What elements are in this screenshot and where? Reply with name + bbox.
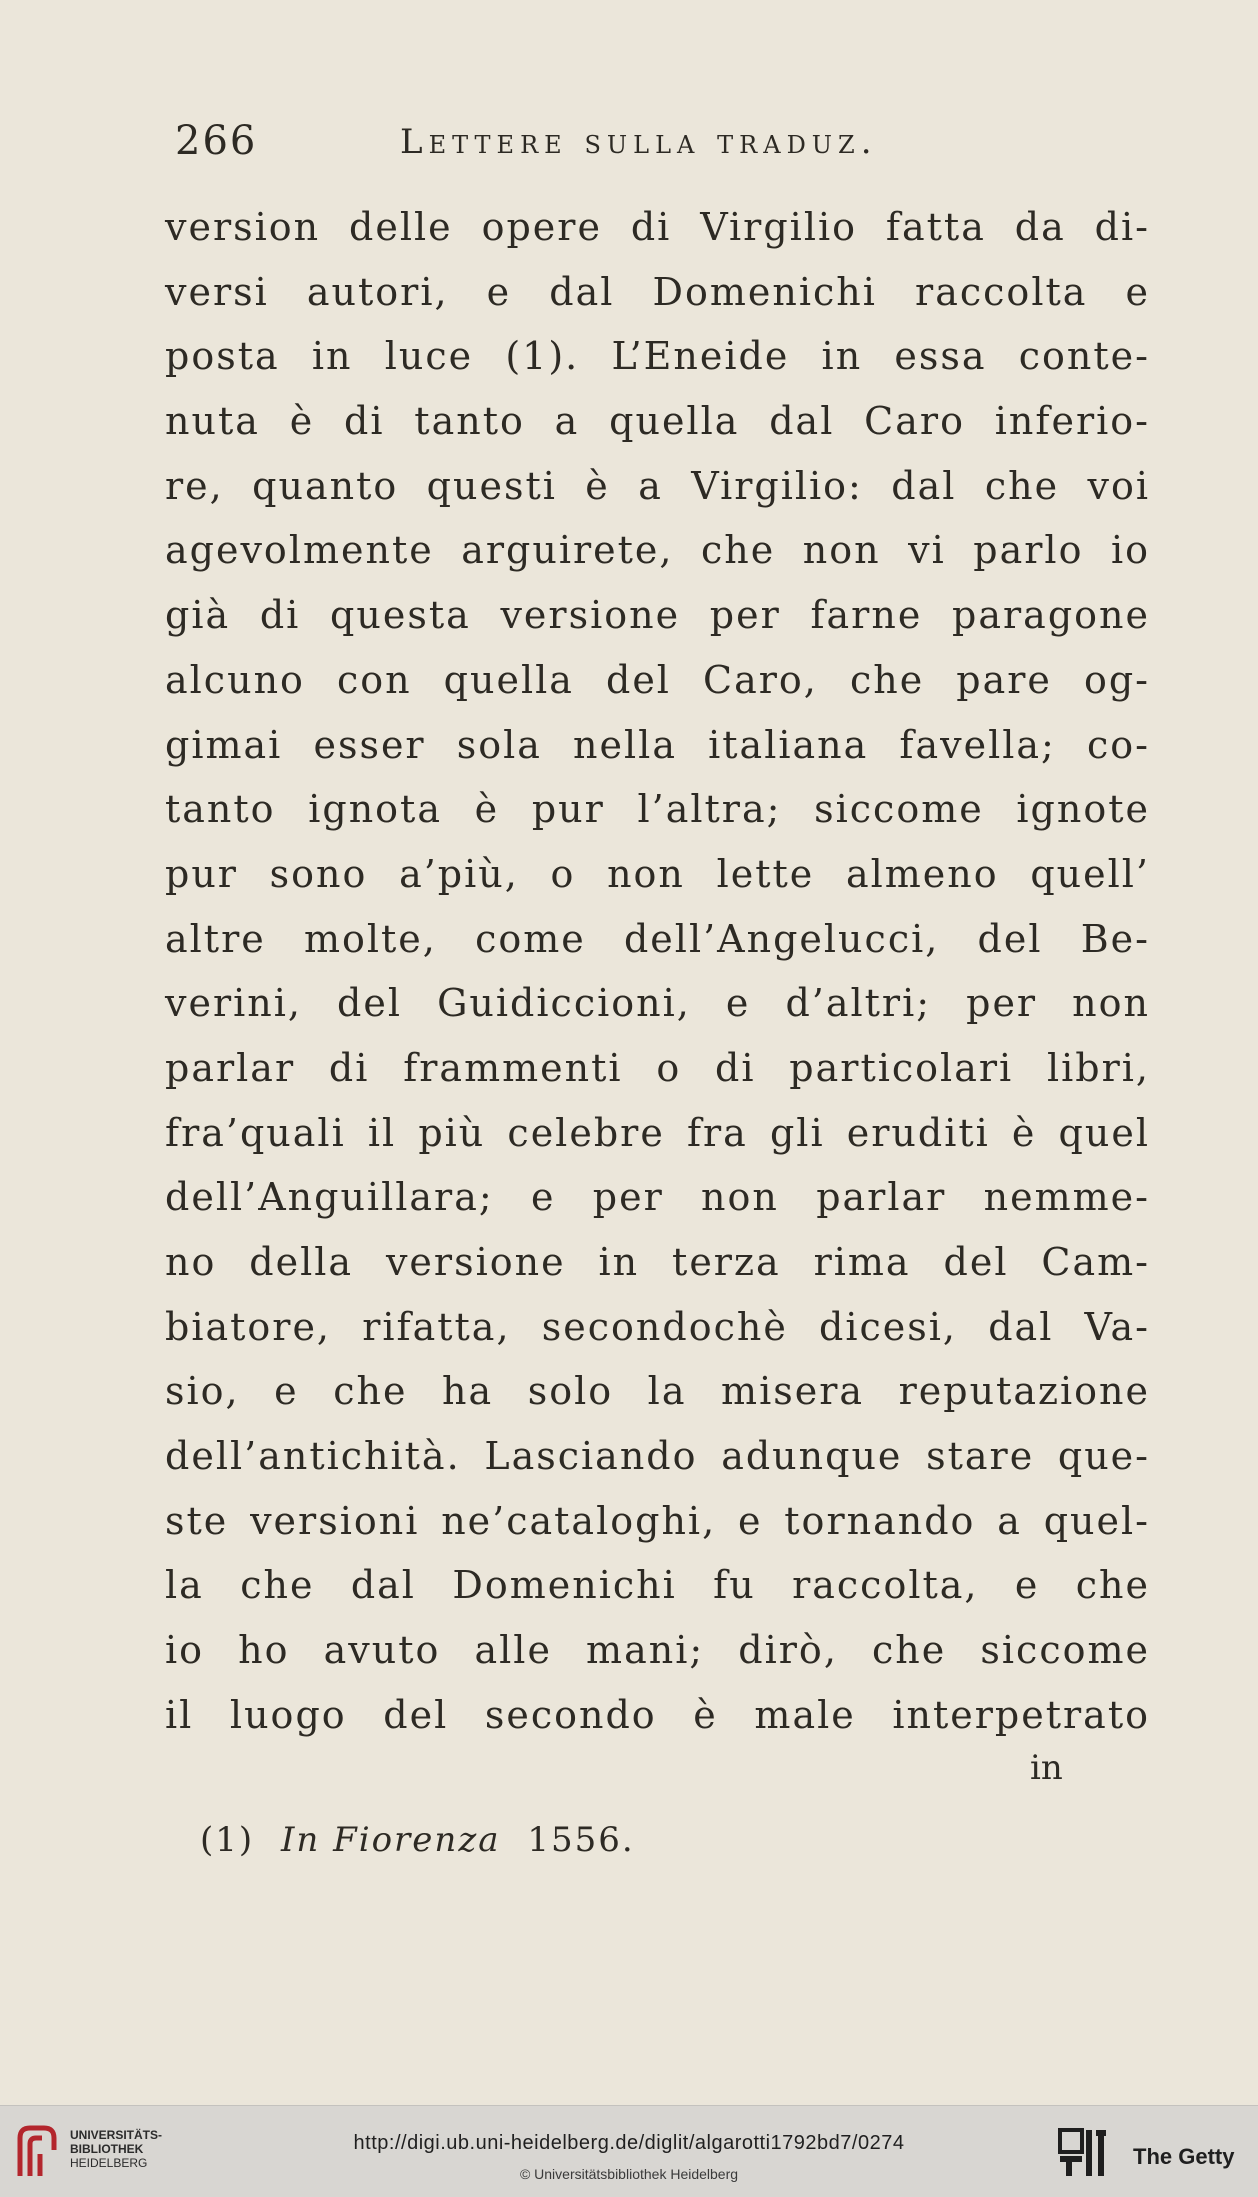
library-city: HEIDELBERG (70, 2156, 148, 2170)
footnote (200, 1820, 635, 1860)
footnote-marker: (1) (200, 1820, 255, 1860)
text-line: dell’antichità. Lasciando adunque stare que- (165, 1434, 1150, 1479)
text-line: sio, e che ha solo la misera reputazione (165, 1369, 1150, 1414)
permalink[interactable]: http://digi.ub.uni-heidelberg.de/diglit/algarotti1792bd7/0274 (353, 2132, 905, 2154)
page-header (175, 118, 1115, 178)
text-line: biatore, rifatta, secondochè dicesi, dal Va- (165, 1304, 1150, 1349)
text-line: posta in luce (1). L’Eneide in essa conte- (165, 334, 1150, 379)
footnote-year: 1556. (527, 1820, 635, 1860)
text-line: ste versioni ne’cataloghi, e tornando a quel- (165, 1498, 1150, 1543)
text-line: il luogo del secondo è male interpetrato (165, 1692, 1150, 1737)
library-name-line: BIBLIOTHEK (70, 2142, 144, 2156)
text-line: verini, del Guidiccioni, e d’altri; per non (165, 981, 1150, 1026)
text-line: pur sono a’più, o non lette almeno quell’ (165, 851, 1150, 896)
getty-logo-icon[interactable] (1058, 2128, 1108, 2178)
text-line: agevolmente arguirete, che non vi parlo io (165, 528, 1150, 573)
copyright-notice: © Universitätsbibliothek Heidelberg (519, 2166, 739, 2182)
text-line: altre molte, come dell’Angelucci, del Be- (165, 916, 1150, 961)
sponsor-name: The Getty (1133, 2144, 1235, 2169)
running-title: Lettere sulla traduz. (400, 122, 878, 162)
text-line: la che dal Domenichi fu raccolta, e che (165, 1563, 1150, 1608)
library-name-line: UNIVERSITÄTS- (70, 2128, 163, 2142)
text-line: re, quanto questi è a Virgilio: dal che voi (165, 463, 1150, 508)
text-line: già di questa versione per farne paragone (165, 593, 1150, 638)
text-line: alcuno con quella del Caro, che pare og- (165, 657, 1150, 702)
catchword: in (1030, 1748, 1063, 1788)
text-line: gimai esser sola nella italiana favella; co- (165, 722, 1150, 767)
text-line: nuta è di tanto a quella dal Caro inferio- (165, 399, 1150, 444)
body-text (165, 195, 1150, 1748)
footer-bar (0, 2105, 1258, 2197)
text-line: parlar di frammenti o di particolari libri, (165, 1045, 1150, 1090)
text-line: dell’Anguillara; e per non parlar nemme- (165, 1175, 1150, 1220)
text-line: no della versione in terza rima del Cam- (165, 1240, 1150, 1284)
text-line: fra’quali il più celebre fra gli eruditi è quel (165, 1110, 1150, 1155)
footnote-place: In Fiorenza (280, 1820, 501, 1860)
text-line: versi autori, e dal Domenichi raccolta e (165, 269, 1150, 314)
text-line: tanto ignota è pur l’altra; siccome ignote (165, 787, 1150, 832)
text-line: io ho avuto alle mani; dirò, che siccome (165, 1628, 1150, 1673)
page-number: 266 (175, 118, 258, 164)
text-line: version delle opere di Virgilio fatta da di- (165, 205, 1150, 249)
